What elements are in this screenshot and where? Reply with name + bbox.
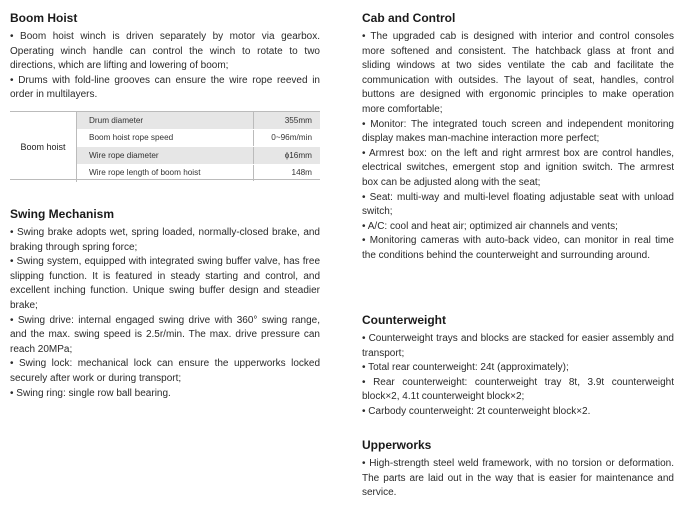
counterweight-section — [362, 313, 674, 420]
swing-mechanism-list — [10, 226, 320, 401]
boom-hoist-heading: Boom Hoist — [10, 11, 78, 25]
list-item: • Swing brake adopts wet, spring loaded, normally-closed brake, and braking through spring force; — [10, 227, 320, 253]
spec-label: Boom hoist rope speed — [77, 129, 254, 147]
list-item: • Swing drive: internal engaged swing drive with 360° swing range, and the max. swing speed is 2.5r/min. The max. drive pressure can reach 20MPa; — [10, 314, 320, 355]
boom-hoist-spec-table — [10, 112, 320, 182]
table-row — [10, 112, 320, 129]
spec-value: 0~96m/min — [254, 129, 321, 147]
list-item: • Rear counterweight: counterweight tray 8t, 3.9t counterweight block×2, 4.1t counterweight block×2; — [362, 376, 675, 403]
list-item: • A/C: cool and heat air; optimized air channels and vents; — [362, 220, 618, 232]
counterweight-list — [362, 332, 674, 420]
list-item: • High-strength steel weld framework, with no torsion or deformation. The parts are laid out in the way that is easier for maintenance and service. — [362, 458, 675, 499]
spec-value: 355mm — [254, 112, 321, 129]
list-item: • Total rear counterweight: 24t (approximately); — [362, 362, 569, 374]
list-item: • Monitoring cameras with auto-back video, can monitor in real time the conditions behind the counterweight and surrounding around. — [362, 235, 674, 261]
spec-value: 148m — [254, 164, 321, 182]
upperworks-heading: Upperworks — [362, 438, 432, 452]
list-item: • Counterweight trays and blocks are stacked for easier assembly and transport; — [362, 333, 674, 359]
cab-and-control-heading: Cab and Control — [362, 11, 456, 25]
spec-value: ɸ16mm — [254, 147, 321, 165]
boom-hoist-section — [10, 11, 320, 103]
list-item: • Monitor: The integrated touch screen and independent monitoring display makes man-machine interaction more perfect; — [362, 118, 674, 145]
upperworks-list — [362, 457, 674, 501]
list-item: • The upgraded cab is designed with interior and control consoles more softened and consistent. The hatchback glass at front and sliding windows at two sides ventilate the cab and facilitate the communication with outsides. The layout of seat, handles, control buttons are designed with ergonomic principles to make operation more comfortable; — [362, 31, 674, 115]
boom-hoist-list — [10, 30, 320, 103]
counterweight-heading: Counterweight — [362, 313, 446, 327]
right-column — [362, 0, 674, 505]
list-item: • Carbody counterweight: 2t counterweight block×2. — [362, 405, 591, 417]
list-item: • Swing ring: single row ball bearing. — [10, 387, 171, 399]
list-item: • Seat: multi-way and multi-level floating adjustable seat with unload switch; — [362, 191, 674, 218]
spec-table-bottom-rule — [10, 179, 320, 180]
spec-label: Wire rope length of boom hoist — [77, 164, 254, 182]
list-item: • Boom hoist winch is driven separately by motor via gearbox. Operating winch handle can control the winch to rotate to two directions, which are lifting and lowering of boom; — [10, 31, 320, 72]
spec-label: Drum diameter — [77, 112, 254, 129]
left-column — [10, 0, 320, 505]
swing-mechanism-section — [10, 207, 320, 401]
spec-label: Wire rope diameter — [77, 147, 254, 165]
cab-and-control-list — [362, 30, 674, 264]
cab-and-control-section — [362, 11, 674, 264]
list-item: • Swing lock: mechanical lock can ensure the upperworks locked securely after work or during transport; — [10, 358, 320, 384]
list-item: • Swing system, equipped with integrated swing buffer valve, has free slipping function. It is featured in steady starting and control, and excellent inching function. Unique swing buffer design and steadier brake; — [10, 256, 321, 311]
list-item: • Drums with fold-line grooves can ensure the wire rope reeved in order in multilayers. — [10, 74, 320, 101]
spec-group-label: Boom hoist — [10, 112, 77, 182]
list-item: • Armrest box: on the left and right armrest box are control handles, electrical switches, emergent stop and ignition switch. The armrest box can be adjusted along with the seat; — [362, 147, 674, 188]
upperworks-section — [362, 438, 674, 501]
swing-mechanism-heading: Swing Mechanism — [10, 207, 115, 221]
